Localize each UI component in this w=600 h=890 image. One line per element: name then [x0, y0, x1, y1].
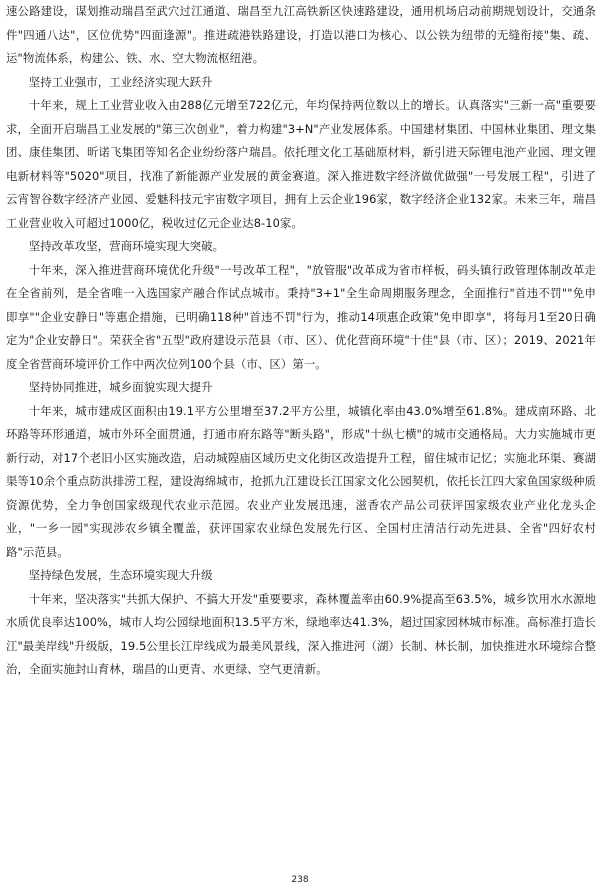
paragraph-green: 十年来，坚决落实"共抓大保护、不搞大开发"重要要求，森林覆盖率由60.9%提高至63.5%，城乡饮用水水源地水质优良率达100%，城市人均公园绿地面积13.5平方米，绿地率达41.3%，超过国家园林城市标准。高标准打造长江"最美岸线"升级版，19.5公里长江岸线成为最美风景线，深入推进河（湖）长制、林长制，加快推进水环境综合整治，全面实施封山育林，瑞昌的山更青、水更绿、空气更清新。: [6, 591, 596, 676]
section-heading-urban-rural: 坚持协同推进，城乡面貌实现大提升: [28, 380, 213, 394]
paragraph-industry: 十年来，规上工业营业收入由288亿元增至722亿元，年均保持两位数以上的增长。认真落实"三新一高"重要要求，全面开启瑞昌工业发展的"第三次创业"，着力构建"3+N"产业发展体系。中国建材集团、中国林业集团、理文集团、康佳集团、昕诺飞集团等知名企业纷纷落户瑞昌。依托理文化工基础原材料，新引进天际锂电池产业园、理文锂电新材料等"5020"项目，找准了新能源产业发展的黄金赛道。深入推进数字经济做优做强"一号发展工程"，引进了云宵智谷数字经济产业园、爱魅科技元宇宙数字项目，拥有上云企业196家，数字经济企业132家。未来三年，瑞昌工业营业收入可超过1000亿，税收过亿元企业达8-10家。: [6, 98, 596, 230]
document-body: [6, 0, 596, 682]
continued-paragraph: 速公路建设，谋划推动瑞昌至武穴过江通道、瑞昌至九江高铁新区快速路建设，通用机场启动前期规划设计，交通条件"四通八达"，区位优势"四面逢源"。推进疏港铁路建设，打造以港口为核心、以公铁为纽带的无缝衔接"集、疏、运"物流体系，构建公、铁、水、空大物流枢纽港。: [6, 4, 596, 65]
paragraph-reform: 十年来，深入推进营商环境优化升级"一号改革工程"，"放管服"改革成为省市样板，码头镇行政管理体制改革走在全省前列，是全省唯一入选国家产融合作试点城市。秉持"3+1"全生命周期服务理念，全面推行"首违不罚""免申即享""企业安静日"等惠企措施，已明确118种"首违不罚"行为，推动14项惠企政策"免申即享"，将每月1至20日确定为"企业安静日"。荣获全省"五型"政府建设示范县（市、区）、优化营商环境"十佳"县（市、区）；2019、2021年度全省营商环境评价工作中两次位列100个县（市、区）第一。: [6, 262, 596, 371]
page-number: 238: [291, 875, 309, 885]
section-heading-reform: 坚持改革攻坚，营商环境实现大突破。: [28, 239, 225, 253]
section-heading-green: 坚持绿色发展，生态环境实现大升级: [28, 568, 213, 582]
paragraph-urban-rural: 十年来，城市建成区面积由19.1平方公里增至37.2平方公里，城镇化率由43.0%增至61.8%。建成南环路、北环路等环形通道，城市外环全面贯通，打通市府东路等"断头路"，形成"十纵七横"的城市交通格局。大力实施城市更新行动，对17个老旧小区实施改造，启动城隍庙区域历史文化街区改造提升工程，留住城市记忆；实施北环渠、赛湖渠等10余个重点防洪排涝工程，建设海绵城市，抢抓九江建设长江国家文化公园契机，依托长江四大家鱼国家级种质资源优势，全力争创国家级现代农业示范园。农业产业发展迅速，滋香农产品公司获评国家级农业产业化龙头企业，"一乡一园"实现涉农乡镇全覆盖，获评国家农业绿色发展先行区、全国村庄清洁行动先进县、全省"四好农村路"示范县。: [6, 403, 596, 559]
section-heading-industry: 坚持工业强市，工业经济实现大跃升: [28, 74, 213, 89]
